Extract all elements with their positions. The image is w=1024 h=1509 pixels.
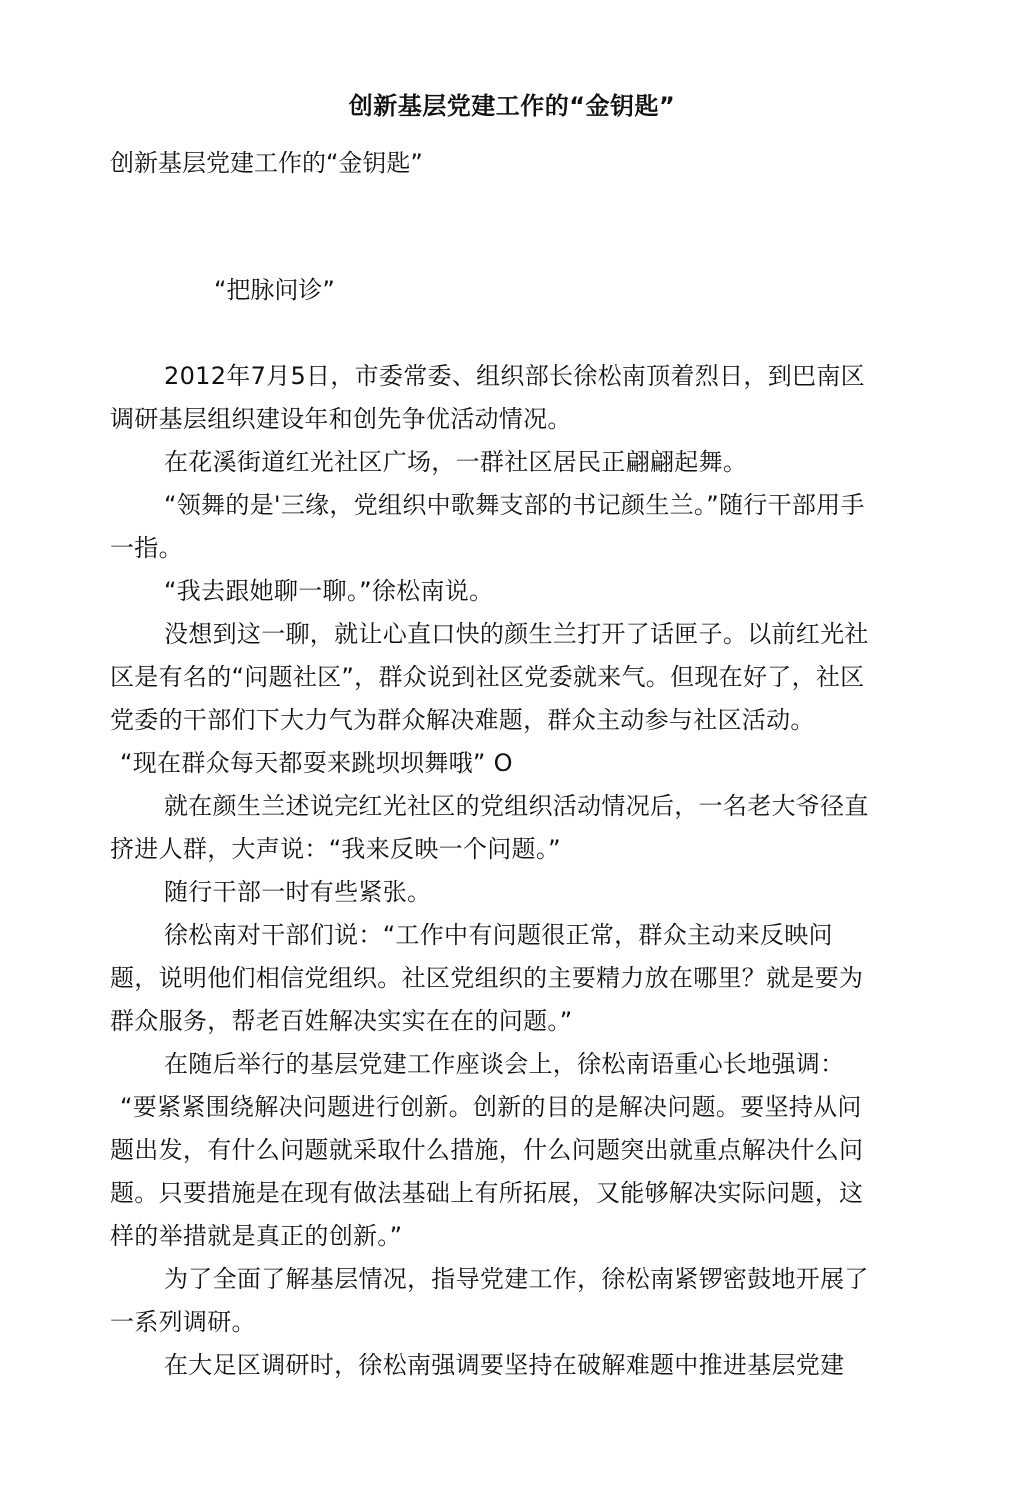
paragraph: 徐松南对干部们说：“工作中有问题很正常，群众主动来反映问题，说明他们相信党组织。社区党组织的主要精力放在哪里？就是要为群众服务，帮老百姓解决实实在在的问题。” (110, 921, 864, 1035)
paragraph: 没想到这一聊，就让心直口快的颜生兰打开了话匣子。以前红光社区是有名的“问题社区”，群众说到社区党委就来气。但现在好了，社区党委的干部们下大力气为群众解决难题，群众主动参与社区活动。 (110, 620, 869, 734)
paragraph: 在大足区调研时，徐松南强调要坚持在破解难题中推进基层党建 (164, 1351, 845, 1379)
paragraph: 在随后举行的基层党建工作座谈会上，徐松南语重心长地强调： (164, 1050, 845, 1078)
paragraph: 在花溪街道红光社区广场，一群社区居民正翩翩起舞。 (164, 448, 748, 476)
section-heading: “把脉问诊” (214, 276, 335, 304)
paragraph: “现在群众每天都耍来跳坝坝舞哦” O (120, 749, 513, 777)
paragraph: “要紧紧围绕解决问题进行创新。创新的目的是解决问题。要坚持从问题出发，有什么问题就采取什么措施，什么问题突出就重点解决什么问题。只要措施是在现有做法基础上有所拓展，又能够解决实际问题，这样的举措就是真正的创新。” (110, 1093, 864, 1250)
paragraph: 2012年7月5日，市委常委、组织部长徐松南顶着烈日，到巴南区调研基层组织建设年和创先争优活动情况。 (110, 362, 865, 433)
paragraph: “我去跟她聊一聊。”徐松南说。 (164, 577, 494, 605)
paragraph: 为了全面了解基层情况，指导党建工作，徐松南紧锣密鼓地开展了一系列调研。 (110, 1265, 869, 1336)
paragraph: 就在颜生兰述说完红光社区的党组织活动情况后，一名老大爷径直挤进人群，大声说：“我来反映一个问题。” (110, 792, 869, 863)
document-subtitle: 创新基层党建工作的“金钥匙” (110, 149, 423, 177)
document-body (110, 355, 870, 1387)
paragraph: “领舞的是'三缘，党组织中歌舞支部的书记颜生兰。”随行干部用手一指。 (110, 491, 865, 562)
paragraph: 随行干部一时有些紧张。 (164, 878, 432, 906)
document-title: 创新基层党建工作的“金钥匙” (348, 92, 676, 120)
